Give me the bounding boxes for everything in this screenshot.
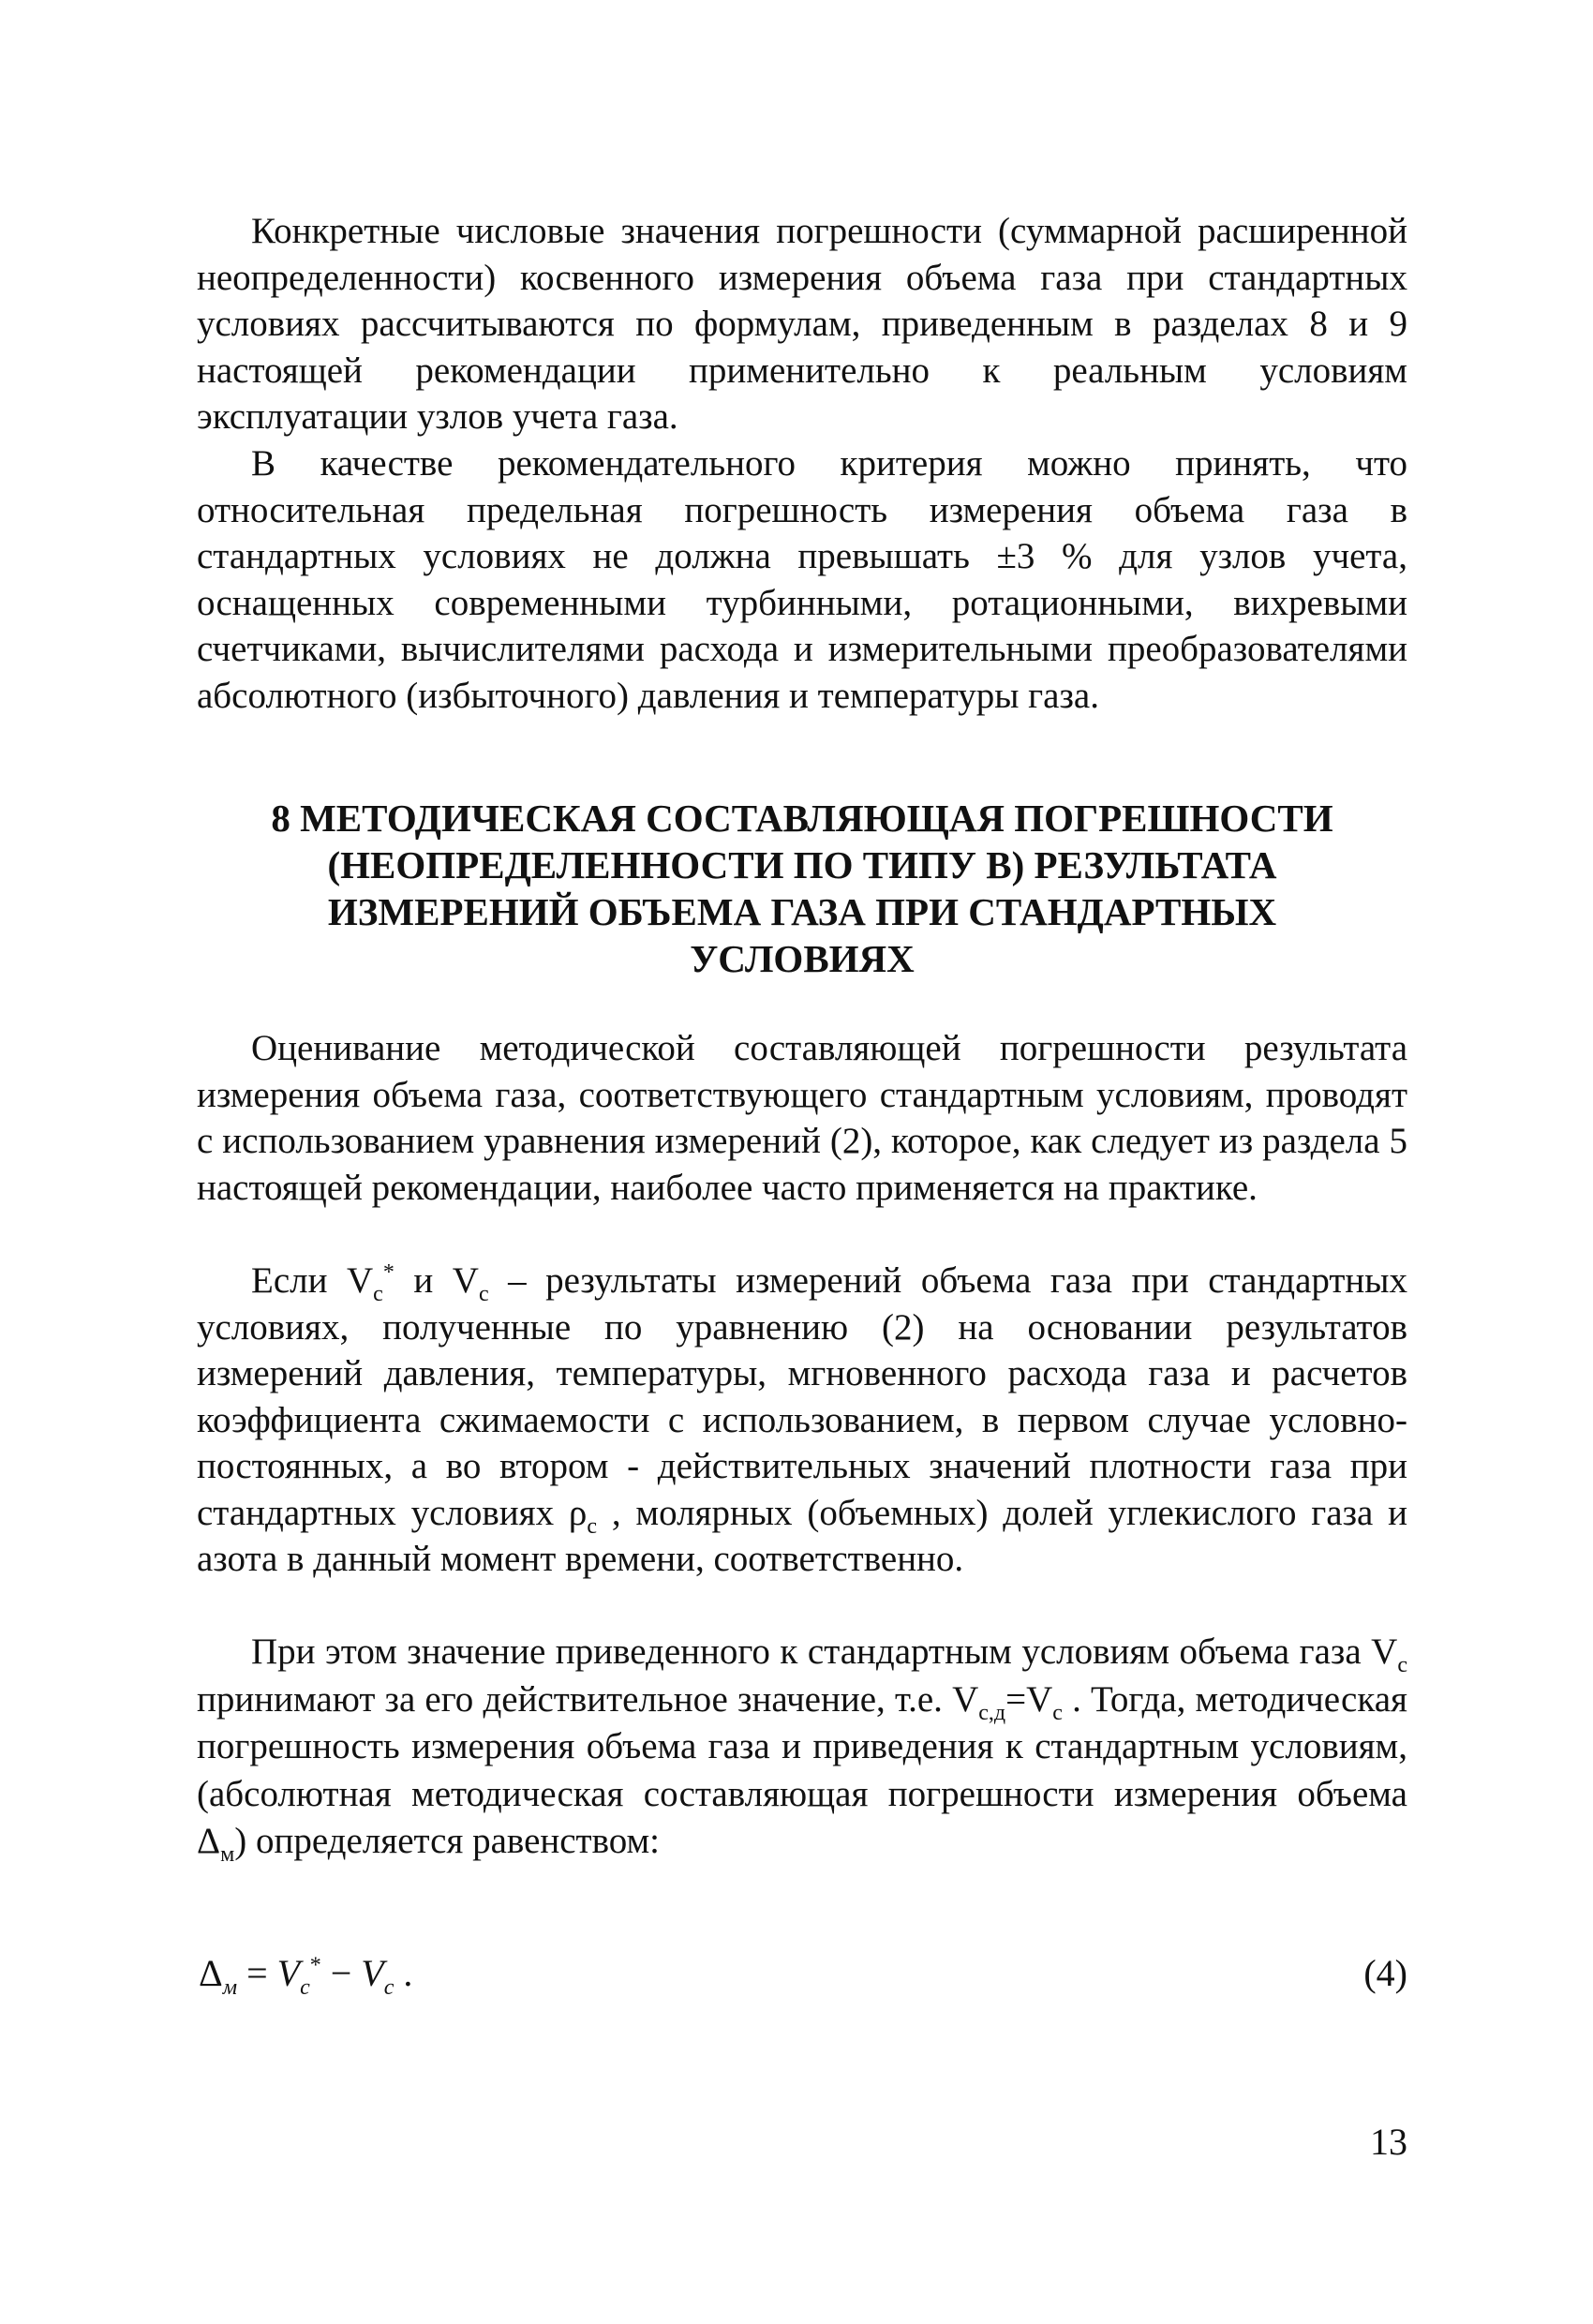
symbol-vc: $V_с$	[1026, 1678, 1063, 1725]
heading-line-2: (НЕОПРЕДЕЛЕННОСТИ ПО ТИПУ В) РЕЗУЛЬТАТА	[327, 843, 1277, 886]
paragraph-measurement-results: Если $V_с^*$ и $V_с$ – результаты измерений объема газа при стандартных условиях, полученные по уравнению (2) на основании результатов измерений давления, температуры, мгновенного расхода газа и расчетов коэффициента сжимаемости с использованием, в первом случае условно-постоянных, а во втором - действительных значений плотности газа при стандартных условиях $\rho_с$ , молярных (объемных) долей углекислого газа и азота в данный момент времени, соответственно.	[197, 1260, 1408, 1579]
paragraph-method-evaluation: Оценивание методической составляющей погрешности результата измерения объема газа, соответствующего стандартным условиям, проводят с использованием уравнения измерений (2), которое, как следует из раздела 5 настоящей рекомендации, наиболее часто применяется на практике.	[197, 1028, 1407, 1208]
symbol-delta-m: $\Delta_м$	[197, 1821, 235, 1867]
paragraph-recommended-criterion: В качестве рекомендательного критерия можно принять, что относительная предельная погрешность измерения объема газа в стандартных условиях не должна превышать ±3 % для узлов учета, оснащенных современными турбинными, ротационными, вихревыми счетчиками, вычислителями расхода и измерительными преобразователями абсолютного (избыточного) давления и температуры газа.	[197, 443, 1407, 716]
heading-line-3: ИЗМЕРЕНИЙ ОБЪЕМА ГАЗА ПРИ СТАНДАРТНЫХ	[327, 890, 1277, 933]
symbol-vcd: $V_{с,д}$	[952, 1678, 1006, 1725]
symbol-vc-star: $V_с^*$	[347, 1260, 395, 1306]
page-number: 13	[1370, 2121, 1407, 2163]
symbol-rho-c: $\rho_с$	[568, 1492, 598, 1539]
heading-line-1: 8 МЕТОДИЧЕСКАЯ СОСТАВЛЯЮЩАЯ ПОГРЕШНОСТИ	[271, 797, 1333, 840]
paragraph-uncertainty-values: Конкретные числовые значения погрешности (суммарной расширенной неопределенности) косвенного измерения объема газа при стандартных условиях рассчитываются по формулам, приведенным в разделах 8 и 9 настоящей рекомендации применительно к реальным условиям эксплуатации узлов учета газа.	[197, 211, 1407, 437]
symbol-vc: $V_с$	[1371, 1631, 1407, 1677]
equation-number: (4)	[1363, 1952, 1407, 1994]
symbol-vc: $V_с$	[452, 1260, 489, 1306]
paragraph-methodical-error: При этом значение приведенного к стандартным условиям объема газа $V_с$ принимают за его действительное значение, т.е. $V_{с,д}=V_с$ . Тогда, методическая погрешность измерения объема газа и приведения к стандартным условиям, (абсолютная методическая составляющая погрешности измерения объема $\Delta_м$) определяется равенством:	[197, 1631, 1407, 1867]
formula-4: $\Delta_м = V_с^* - V_с$ .	[199, 1952, 413, 2000]
section-heading-8	[169, 795, 1436, 982]
heading-line-4: УСЛОВИЯХ	[690, 937, 915, 980]
